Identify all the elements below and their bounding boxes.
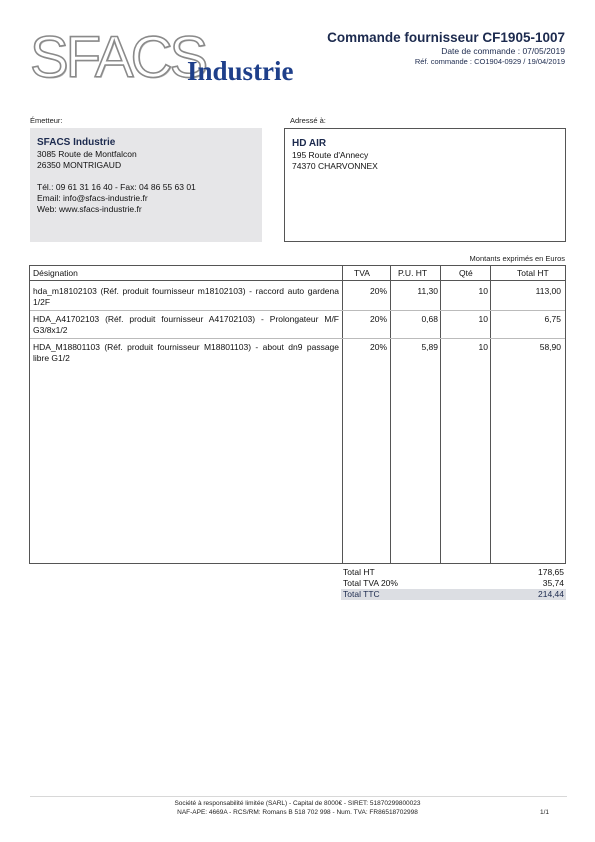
row-unit-price: 0,68 xyxy=(421,314,438,324)
row-unit-price: 11,30 xyxy=(417,286,438,296)
total-tva-value: 35,74 xyxy=(542,578,564,588)
emitter-email: Email: info@sfacs-industrie.fr xyxy=(37,193,148,203)
row-tva: 20% xyxy=(369,286,387,296)
totals-block xyxy=(341,567,566,600)
document-title: Commande fournisseur CF1905-1007 xyxy=(327,30,565,45)
total-ttc-value: 214,44 xyxy=(538,589,564,599)
total-tva-label: Total TVA 20% xyxy=(343,578,398,588)
total-ttc-row xyxy=(341,589,566,600)
recipient-name: HD AIR xyxy=(292,138,327,149)
row-designation: HDA_M18801103 (Réf. produit fournisseur M18801103) - about dn9 passage libre G1/2 xyxy=(33,342,339,363)
recipient-address-line2: 74370 CHARVONNEX xyxy=(292,161,378,171)
recipient-address-line1: 195 Route d'Annecy xyxy=(292,150,369,160)
logo-brand: SFACS xyxy=(30,25,206,90)
currency-note: Montants exprimés en Euros xyxy=(469,254,565,263)
column-header-unit-price: P.U. HT xyxy=(398,268,428,278)
emitter-name: SFACS Industrie xyxy=(37,137,116,148)
row-tva: 20% xyxy=(369,314,387,324)
column-header-tva: TVA xyxy=(354,268,370,278)
row-quantity: 10 xyxy=(478,342,488,352)
column-header-designation: Désignation xyxy=(33,268,78,278)
emitter-address-line2: 26350 MONTRIGAUD xyxy=(37,160,122,170)
order-reference: Réf. commande : CO1904-0929 / 19/04/2019 xyxy=(414,57,565,66)
emitter-phone: Tél.: 09 61 31 16 40 - Fax: 04 86 55 63 01 xyxy=(37,182,196,192)
page-number: 1/1 xyxy=(539,809,549,816)
emitter-website: Web: www.sfacs-industrie.fr xyxy=(37,204,142,214)
row-total: 58,90 xyxy=(539,342,561,352)
footer-divider xyxy=(30,796,567,797)
emitter-label: Émetteur: xyxy=(30,116,63,125)
total-ht-value: 178,65 xyxy=(538,567,564,577)
column-header-quantity: Qté xyxy=(459,268,473,278)
order-lines-table xyxy=(29,265,566,564)
logo-subtitle: Industrie xyxy=(187,56,294,86)
emitter-address-line1: 3085 Route de Montfalcon xyxy=(37,149,137,159)
row-quantity: 10 xyxy=(478,314,488,324)
total-tva-row xyxy=(341,578,566,589)
row-total: 113,00 xyxy=(535,286,561,296)
row-designation: HDA_A41702103 (Réf. produit fournisseur A41702103) - Prolongateur M/F G3/8x1/2 xyxy=(33,314,339,335)
order-date: Date de commande : 07/05/2019 xyxy=(441,46,565,56)
row-quantity: 10 xyxy=(478,286,488,296)
emitter-box xyxy=(30,128,262,242)
total-ht-row xyxy=(341,567,566,578)
row-tva: 20% xyxy=(369,342,387,352)
total-ttc-label: Total TTC xyxy=(343,589,380,599)
recipient-box xyxy=(284,128,566,242)
total-ht-label: Total HT xyxy=(343,567,375,577)
row-total: 6,75 xyxy=(544,314,561,324)
company-logo xyxy=(30,25,315,90)
footer-legal-line1: Société à responsabilité limitée (SARL) - Capital de 8000€ - SIRET: 51870299800023 xyxy=(174,800,421,807)
row-designation: hda_m18102103 (Réf. produit fournisseur m18102103) - raccord auto gardena 1/2F xyxy=(33,286,339,307)
column-header-total: Total HT xyxy=(517,268,549,278)
row-unit-price: 5,89 xyxy=(421,342,438,352)
footer-legal-line2: NAF-APE: 4669A - RCS/RM: Romans B 518 702 998 - Num. TVA: FR86518702998 xyxy=(177,809,418,816)
recipient-label: Adressé à: xyxy=(290,116,326,125)
